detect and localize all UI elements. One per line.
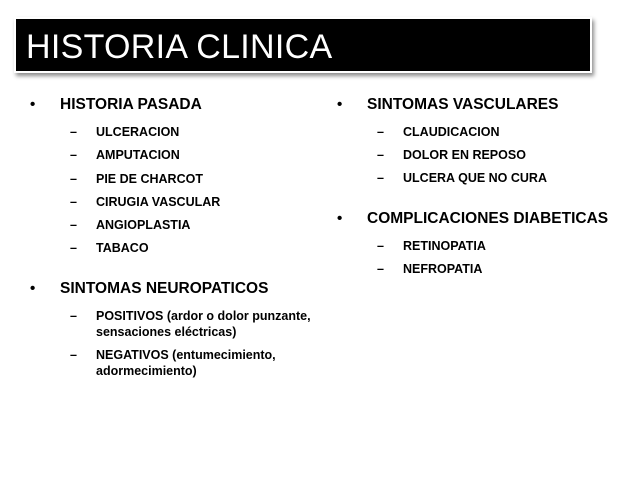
- dash-icon: –: [377, 262, 384, 276]
- dash-icon: –: [70, 241, 77, 256]
- dash-icon: –: [70, 125, 77, 139]
- bullet-icon: •: [30, 280, 36, 298]
- dash-icon: –: [70, 194, 77, 209]
- dash-icon: –: [70, 148, 77, 163]
- slide-title: HISTORIA CLINICA: [26, 28, 333, 66]
- list-item: – PIE DE CHARCOT: [70, 171, 203, 186]
- right-column: [337, 94, 627, 299]
- dash-icon: –: [377, 125, 384, 139]
- bullet-group-sintomas-neuropaticos: [30, 278, 340, 379]
- dash-icon: –: [70, 309, 77, 324]
- bullet-icon: •: [30, 96, 36, 113]
- bullet-group-sintomas-vasculares: [337, 94, 627, 186]
- list-item: – NEFROPATIA: [377, 262, 483, 276]
- list-item: – RETINOPATIA: [377, 239, 486, 253]
- bullet-heading: SINTOMAS NEUROPATICOS: [60, 280, 269, 298]
- left-column: [30, 94, 343, 401]
- title-bar: [14, 17, 592, 73]
- list-item: – CIRUGIA VASCULAR: [70, 194, 221, 209]
- bullet-heading: COMPLICACIONES DIABETICAS: [367, 210, 609, 227]
- dash-icon: –: [377, 171, 384, 185]
- dash-icon: –: [70, 218, 77, 233]
- list-item: – ANGIOPLASTIA: [70, 218, 191, 233]
- bullet-icon: •: [337, 96, 343, 113]
- list-item: – POSITIVOS (ardor o dolor punzante, sensaciones eléctricas): [70, 309, 311, 340]
- bullet-group-complicaciones-diabeticas: [337, 208, 627, 277]
- bullet-group-historia-pasada: [30, 94, 343, 256]
- list-item: – NEGATIVOS (entumecimiento, adormecimiento): [70, 348, 276, 379]
- list-item: – ULCERACION: [70, 125, 180, 139]
- dash-icon: –: [377, 148, 384, 162]
- dash-icon: –: [70, 171, 77, 186]
- bullet-heading: SINTOMAS VASCULARES: [367, 96, 559, 113]
- list-item: – TABACO: [70, 241, 149, 256]
- list-item: – AMPUTACION: [70, 148, 180, 163]
- list-item: – CLAUDICACION: [377, 125, 500, 139]
- bullet-heading: HISTORIA PASADA: [60, 96, 202, 113]
- bullet-icon: •: [337, 210, 343, 227]
- dash-icon: –: [377, 239, 384, 253]
- list-item: – DOLOR EN REPOSO: [377, 148, 526, 162]
- dash-icon: –: [70, 348, 77, 363]
- list-item: – ULCERA QUE NO CURA: [377, 171, 547, 185]
